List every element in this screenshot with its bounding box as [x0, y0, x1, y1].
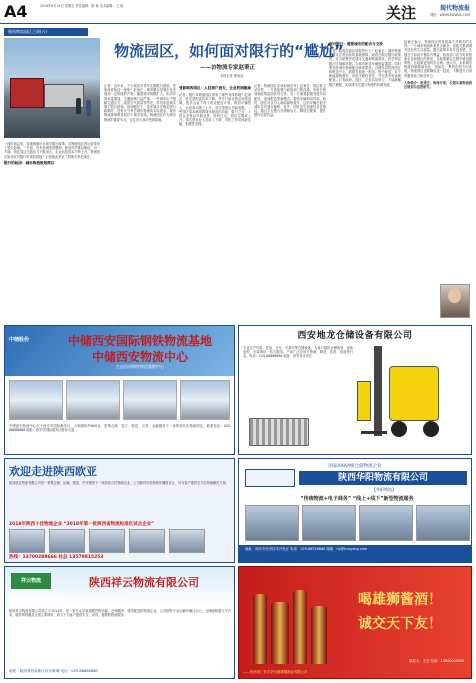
ad-slogan: 喝雄狮酱酒！ — [358, 592, 442, 608]
forklift-wheel — [391, 421, 407, 437]
forklift-mast — [374, 346, 382, 436]
page-number: A4 — [4, 2, 28, 21]
person-figure — [76, 98, 81, 114]
article-column-1 — [104, 84, 176, 322]
facility-photo — [302, 505, 356, 541]
liquor-bottle-image — [271, 602, 289, 664]
ad-title: 西安地龙仓储设备有限公司 — [297, 331, 413, 341]
ad-highlight: 2018年陕西十佳物流企业 “2018年第一批陕西省物流标准化试点企业” — [9, 522, 155, 527]
vehicle-photo — [9, 529, 45, 553]
ad-address: 地址：陕西省西咸新区沣东新城 电话：029-88888888 — [9, 669, 98, 673]
ad-company-line: ——贵州省仁怀市茅台镇雄狮酒业有限公司 — [243, 670, 308, 674]
lead-paragraph: 一段时间以来，各地相继出台城市限行政策，对物流园区的运营带来了很大影响。一方面，货车进城受到限制，配送时效难以保证；另一方面，园区周边交通压力不断加大，企业运营成本不断上升。物流园区如何应对限行带来的挑战？记者就此采访了物流专家赵秉正。 — [4, 142, 100, 159]
ad-body: 陕西祥云物流有限公司成立于2014年，是一家专业从事道路货物运输、仓储服务、城市配送的物流企业。公司拥有专业运输车辆百余台，仓储面积数万平方米，服务网络覆盖全国主要城市，致力于为客户提供安全、高效、便捷的物流服务。 — [9, 609, 231, 618]
section-subheading: 受影响的园区：入驻商户流失，企业利润缩减 — [179, 86, 251, 90]
forklift-wheel — [423, 421, 439, 437]
ad-xiangyun-logistics — [4, 566, 235, 679]
article-column-2 — [179, 84, 251, 322]
ad-shaanxi-ouya — [4, 458, 235, 563]
vehicle-photo — [129, 529, 165, 553]
column-paragraph: 记者：限行对物流园区带来了哪些具体影响？赵秉正：首先是配送效率下降。货车只能在规定时段进城，很多企业不得不改变配送计划，增加车辆投入，运营成本随之上升。其次是园区功能受限。一些园区原本承担着城市配送的功能，限行之后，入驻企业难以开展业务，纷纷迁出，园区空置率上升。再次是从业人员收入下降，司机工作时间被压缩，积极性受挫。 — [179, 93, 251, 127]
article-byline: 本报记者 曹雨辰 — [220, 74, 244, 78]
ad-slogan: “传统物流+电子商务” “线上+线下”新型物流服务 — [300, 496, 414, 502]
ad-body: 中储西安物流中心位于西安市国际港务区，占地面积约600亩，是集仓储、加工、配送、交易、金融服务于一体的现代化物流园区。联系电话：029-88888888 地址：西安市国际港务区港务大道 — [9, 424, 231, 433]
ad-body: 陕西欧亚物流有限公司是一家集仓储、运输、配送、汽车销售于一体的综合性物流企业。公司拥有各类物流车辆数百台，可为客户提供全方位物流解决方案。 — [9, 481, 229, 485]
ad-contact: 联系人：王总 电话：13800000000 — [409, 659, 465, 663]
pallet-image — [249, 418, 309, 446]
ad-brand-name: 【华阳物流】 — [372, 487, 396, 492]
article-lead — [4, 142, 100, 312]
forklift-image — [389, 366, 439, 421]
truck-image — [10, 78, 44, 108]
column-paragraph: 记者：物流园区应该如何应对？赵秉正：园区要主动转型，一方面加强与政府部门的沟通，争取在规划和政策层面获得支持；另一方面要积极发展共同配送、夜间配送等新模式，提高车辆利用效率。同时，园区可以引入新能源物流车，这类车辆在很多城市享有通行便利。此外，园区还应加强信息化建设，通过平台整合货源和运力，降低空驶率，提升整体运营效益。 — [254, 84, 326, 118]
company-logo: 祥云物流 — [11, 573, 51, 589]
company-logo: 中储股份 — [9, 337, 30, 343]
ad-title: 陕西祥云物流有限公司 — [89, 576, 199, 589]
newspaper-url: 网址：WWW.XDWLB.COM — [430, 13, 470, 17]
vehicle-photo — [169, 529, 205, 553]
article-column-4 — [329, 40, 401, 322]
warehouse-photo — [66, 380, 120, 420]
section-subheading: 限行的起因：城市物流规划滞后 — [4, 160, 55, 165]
warehouse-photo — [180, 380, 230, 420]
facility-photo — [416, 505, 470, 541]
company-logo — [245, 469, 295, 487]
column-paragraph: 记者：政府层面应该做些什么？赵秉正：城市物流是城市正常运转的基础保障。政府在制定限行政策时，应当统筹考虑城市交通和物流需求，科学划定限行区域和时段，为城市配送车辆预留通道。同时要加快城市物流配送体系建设，合理布局物流园区和配送中心，鼓励发展统一配送、集中配送。对于新能源物流车，应给予路权优先，并完善充电设施配套。只有政府、园区、企业共同努力，才能破解限行难题，实现城市交通与物流的协调发展。 — [329, 49, 401, 87]
ad-zhongchu-logistics — [4, 325, 235, 455]
author-face — [448, 288, 461, 303]
ad-xiongshi-liquor — [238, 566, 472, 679]
section-title: 关注 — [385, 4, 416, 22]
liquor-bottle-image — [293, 590, 307, 664]
article-column-5 — [404, 40, 472, 280]
section-subheading: 面对限行：需要城市的配合与支持 — [329, 42, 383, 46]
forklift-fork — [361, 431, 387, 434]
topic-tag: 聚焦物流园区之困(五) — [4, 28, 88, 36]
vehicle-photo — [89, 529, 125, 553]
author-note: 人物简介：赵秉正，物流专家，长期从事物流园区规划与运营研究。 — [404, 80, 472, 90]
ad-huayang-logistics — [238, 458, 472, 563]
column-paragraph: 记者：近年来，不少城市对货车实施限行措施，您如何看待这一现象？赵秉正：城市限行是城市化发展到一定阶段的产物。随着城市规模扩大，机动车保有量增加，交通拥堵日益严重，一些城市出于缓解交通压力、改善空气质量等考虑，对货车进城实施了限行措施。但问题在于，很多城市在制定限行政策时，没有充分考虑城市物流的实际需求，城市物流规划明显滞后于城市发展。物流园区作为城市物流的重要节点，往往首当其冲受到影响。 — [104, 84, 176, 122]
ad-slogan-secondary: 诚交天下友！ — [358, 616, 442, 632]
column-paragraph: 赵秉正表示，物流园区的发展离不开城市的支持。一个城市物流体系是否健全，直接关系到城市居民的生活质量。限行政策本身并没有错，关键在于如何平衡各方利益。政府部门应当听取物流企业和园区的意见，在政策制定过程中增加透明度，让政策更加科学合理。他认为，未来城市物流将朝着绿色化、智能化、集约化的方向发展，物流园区也要顺应这一趋势，不断提升自身的服务能力和竞争力。 — [404, 40, 472, 78]
vehicle-photo — [49, 529, 85, 553]
warehouse-photo — [123, 380, 177, 420]
ad-body: 专业生产货架、托盘、叉车、手推车等仓储设备，为客户提供仓储规划、设备选型、安装调试一站式服务。产品广泛应用于物流、制造、医药、食品等行业。电话：029-88886666 地址：西安市未央区 — [243, 346, 353, 359]
newspaper-brand: 现代物流报 — [439, 5, 470, 12]
ad-contact: 地址：西安市经济技术开发区 电话：029-86526888 邮箱：hy@huayang.com — [245, 547, 368, 551]
ad-title: 陕西华阳物流有限公司 — [337, 473, 428, 483]
warehouse-photo — [9, 380, 63, 420]
facility-photo — [245, 505, 299, 541]
article-column-3 — [254, 84, 326, 322]
article-photo — [4, 38, 100, 138]
ad-grade-label: 国家AAAA级仓储物流企业 — [328, 464, 382, 469]
liquor-bottle-image — [253, 594, 267, 664]
ad-title-secondary: 中储西安物流中心 — [91, 350, 188, 364]
liquor-bottle-image — [311, 606, 327, 664]
facility-photo — [359, 505, 413, 541]
ad-slogan: 打造西部钢铁物流集散中心 — [116, 364, 164, 369]
article-subhead: ——访物流专家赵秉正 — [200, 65, 256, 71]
date-line: 2019年6月14日 星期五 责任编辑：陈 林 美术编辑：王 琼 — [40, 4, 124, 8]
pallet-jack-image — [357, 381, 371, 421]
article-headline: 物流园区，如何面对限行的“尴尬” — [114, 42, 344, 60]
ad-title: 中储西安国际钢铁物流基地 — [67, 334, 212, 348]
ad-title: 欢迎走进陕西欧亚 — [9, 465, 97, 478]
ad-dilong-storage — [238, 325, 472, 455]
ad-phone-numbers: 热线：13700289666 杜总 13579815253 — [9, 555, 104, 560]
person-figure — [86, 100, 91, 116]
